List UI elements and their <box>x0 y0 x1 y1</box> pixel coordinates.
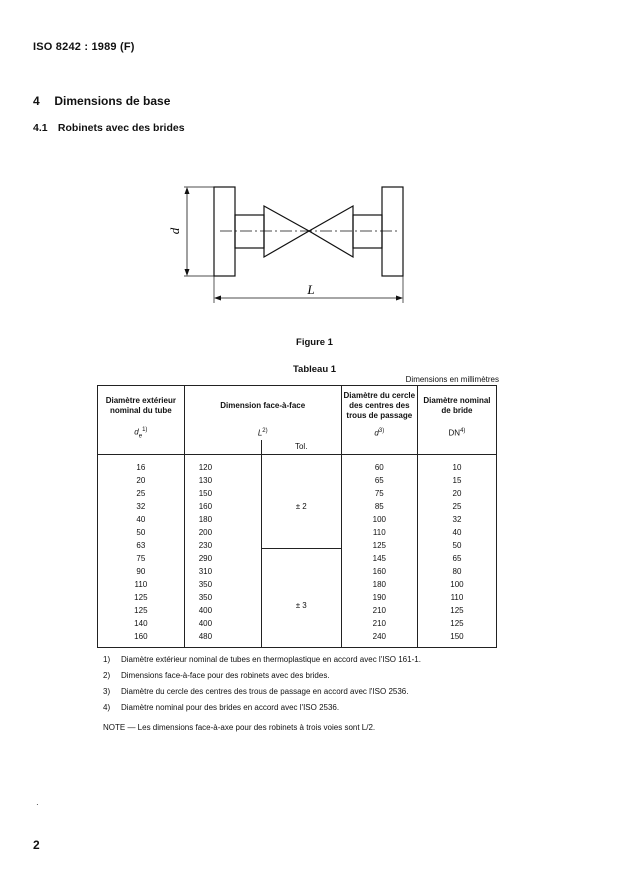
d-arrow-bottom <box>185 269 190 276</box>
table-cell: 290 <box>198 554 213 563</box>
footnotes <box>103 652 421 736</box>
table-cell: 140 <box>134 619 148 628</box>
table-cell: 15 <box>452 476 462 485</box>
table-cell: 160 <box>134 632 148 641</box>
table-note: NOTE — Les dimensions face-à-axe pour des robinets à trois voies sont L/2. <box>103 723 376 732</box>
footnote: 1) Diamètre extérieur nominal de tubes en thermoplastique en accord avec l'ISO 161-1. <box>103 655 421 664</box>
figure-caption: Figure 1 <box>296 337 333 348</box>
table-cell: 16 <box>136 463 146 472</box>
table-cell: 20 <box>136 476 146 485</box>
table-caption: Tableau 1 <box>292 364 337 375</box>
section-number: 4 <box>33 94 40 108</box>
table-cell: 75 <box>374 489 384 498</box>
column-face-to-face <box>184 455 341 648</box>
table-cell: 125 <box>450 606 464 615</box>
footnote: 4) Diamètre nominal pour des brides en accord avec l'ISO 2536. <box>103 703 340 712</box>
table-cell: 240 <box>372 632 386 641</box>
table-cell: 100 <box>372 515 386 524</box>
table-cell: 180 <box>198 515 213 524</box>
table-cell: 200 <box>198 528 213 537</box>
subsection-heading <box>33 122 185 134</box>
table-cell: 50 <box>452 541 462 550</box>
stray-mark: · <box>36 800 39 809</box>
table-cell: 350 <box>198 580 213 589</box>
table-cell: 20 <box>452 489 462 498</box>
table-cell: 160 <box>198 502 213 511</box>
table-cell: 25 <box>136 489 146 498</box>
tolerance-value: ± 2 <box>295 502 307 511</box>
table-cell: 85 <box>374 502 384 511</box>
table-cell: 65 <box>374 476 384 485</box>
table-cell: 100 <box>450 580 464 589</box>
table-cell: 125 <box>450 619 464 628</box>
valve-diagram <box>160 180 420 305</box>
left-flange <box>214 187 235 276</box>
L-arrow-left <box>214 296 221 301</box>
table-cell: 25 <box>452 502 462 511</box>
subsection-title: Robinets avec des brides <box>57 122 185 134</box>
table-cell: 120 <box>198 463 213 472</box>
table-cell: 160 <box>372 567 386 576</box>
symbol-col2: $L^{2)}$ <box>184 426 341 440</box>
dimensions-table <box>97 385 497 648</box>
table-cell: 75 <box>136 554 146 563</box>
table-cell: 80 <box>452 567 462 576</box>
column-bolt-circle <box>341 455 417 648</box>
table-cell: 310 <box>198 567 213 576</box>
table-cell: 90 <box>136 567 146 576</box>
table-cell: 210 <box>372 606 386 615</box>
table-cell: 480 <box>198 632 213 641</box>
subsection-number: 4.1 <box>33 122 48 134</box>
units-note: Dimensions en millimètres <box>405 375 499 384</box>
footnote: 2) Dimensions face-à-face pour des robinets avec des brides. <box>103 671 330 680</box>
table-cell: 125 <box>372 541 386 550</box>
table-cell: 180 <box>372 580 386 589</box>
column-nominal-size <box>417 455 496 648</box>
d-label: d <box>167 227 182 235</box>
table-cell: 110 <box>372 528 386 537</box>
symbol-col1: $d_e^{1)}$ <box>98 426 185 440</box>
table-cell: 190 <box>372 593 386 602</box>
table-cell: 65 <box>452 554 462 563</box>
table-cell: 145 <box>372 554 386 563</box>
table-cell: 350 <box>198 593 213 602</box>
table-cell: 60 <box>374 463 384 472</box>
table-cell: 63 <box>136 541 146 550</box>
table-cell: 125 <box>134 606 148 615</box>
left-pipe <box>235 215 264 248</box>
right-pipe <box>353 215 382 248</box>
table-cell: 150 <box>450 632 464 641</box>
header-col2: Dimension face-à-face <box>184 386 341 427</box>
table-cell: 230 <box>198 541 213 550</box>
table-cell: 400 <box>198 619 213 628</box>
section-title: Dimensions de base <box>54 94 171 108</box>
column-pipe-diameter <box>98 455 185 648</box>
d-arrow-top <box>185 187 190 194</box>
tolerance-value: ± 3 <box>295 601 307 610</box>
section-heading <box>33 94 170 108</box>
right-flange <box>382 187 403 276</box>
table-cell: 210 <box>372 619 386 628</box>
header-col1: Diamètre extérieur nominal du tube <box>98 386 185 427</box>
table-cell: 400 <box>198 606 213 615</box>
tolerance-column <box>261 455 341 647</box>
tol-header: Tol. <box>261 440 341 454</box>
L-arrow-right <box>396 296 403 301</box>
symbol-col4: DN$^{4)}$ <box>417 426 496 440</box>
table-cell: 125 <box>134 593 148 602</box>
table-cell: 10 <box>452 463 462 472</box>
table-cell: 110 <box>134 580 148 589</box>
table-cell: 150 <box>198 489 213 498</box>
table-cell: 50 <box>136 528 146 537</box>
right-cone <box>309 206 353 257</box>
table-cell: 32 <box>136 502 146 511</box>
header-col4: Diamètre nominal de bride <box>417 386 496 427</box>
symbol-col3: $d^{3)}$ <box>341 426 417 440</box>
header-col3: Diamètre du cercle des centres des trous de passage <box>341 386 417 427</box>
table-cell: 130 <box>198 476 213 485</box>
table-cell: 110 <box>450 593 464 602</box>
table-cell: 32 <box>452 515 462 524</box>
left-cone <box>264 206 309 257</box>
standard-header: ISO 8242 : 1989 (F) <box>33 41 135 53</box>
L-label: L <box>307 282 315 297</box>
footnote: 3) Diamètre du cercle des centres des trous de passage en accord avec l'ISO 2536. <box>103 687 409 696</box>
table-cell: 40 <box>452 528 462 537</box>
table-cell: 40 <box>136 515 146 524</box>
page-number: 2 <box>33 838 40 852</box>
